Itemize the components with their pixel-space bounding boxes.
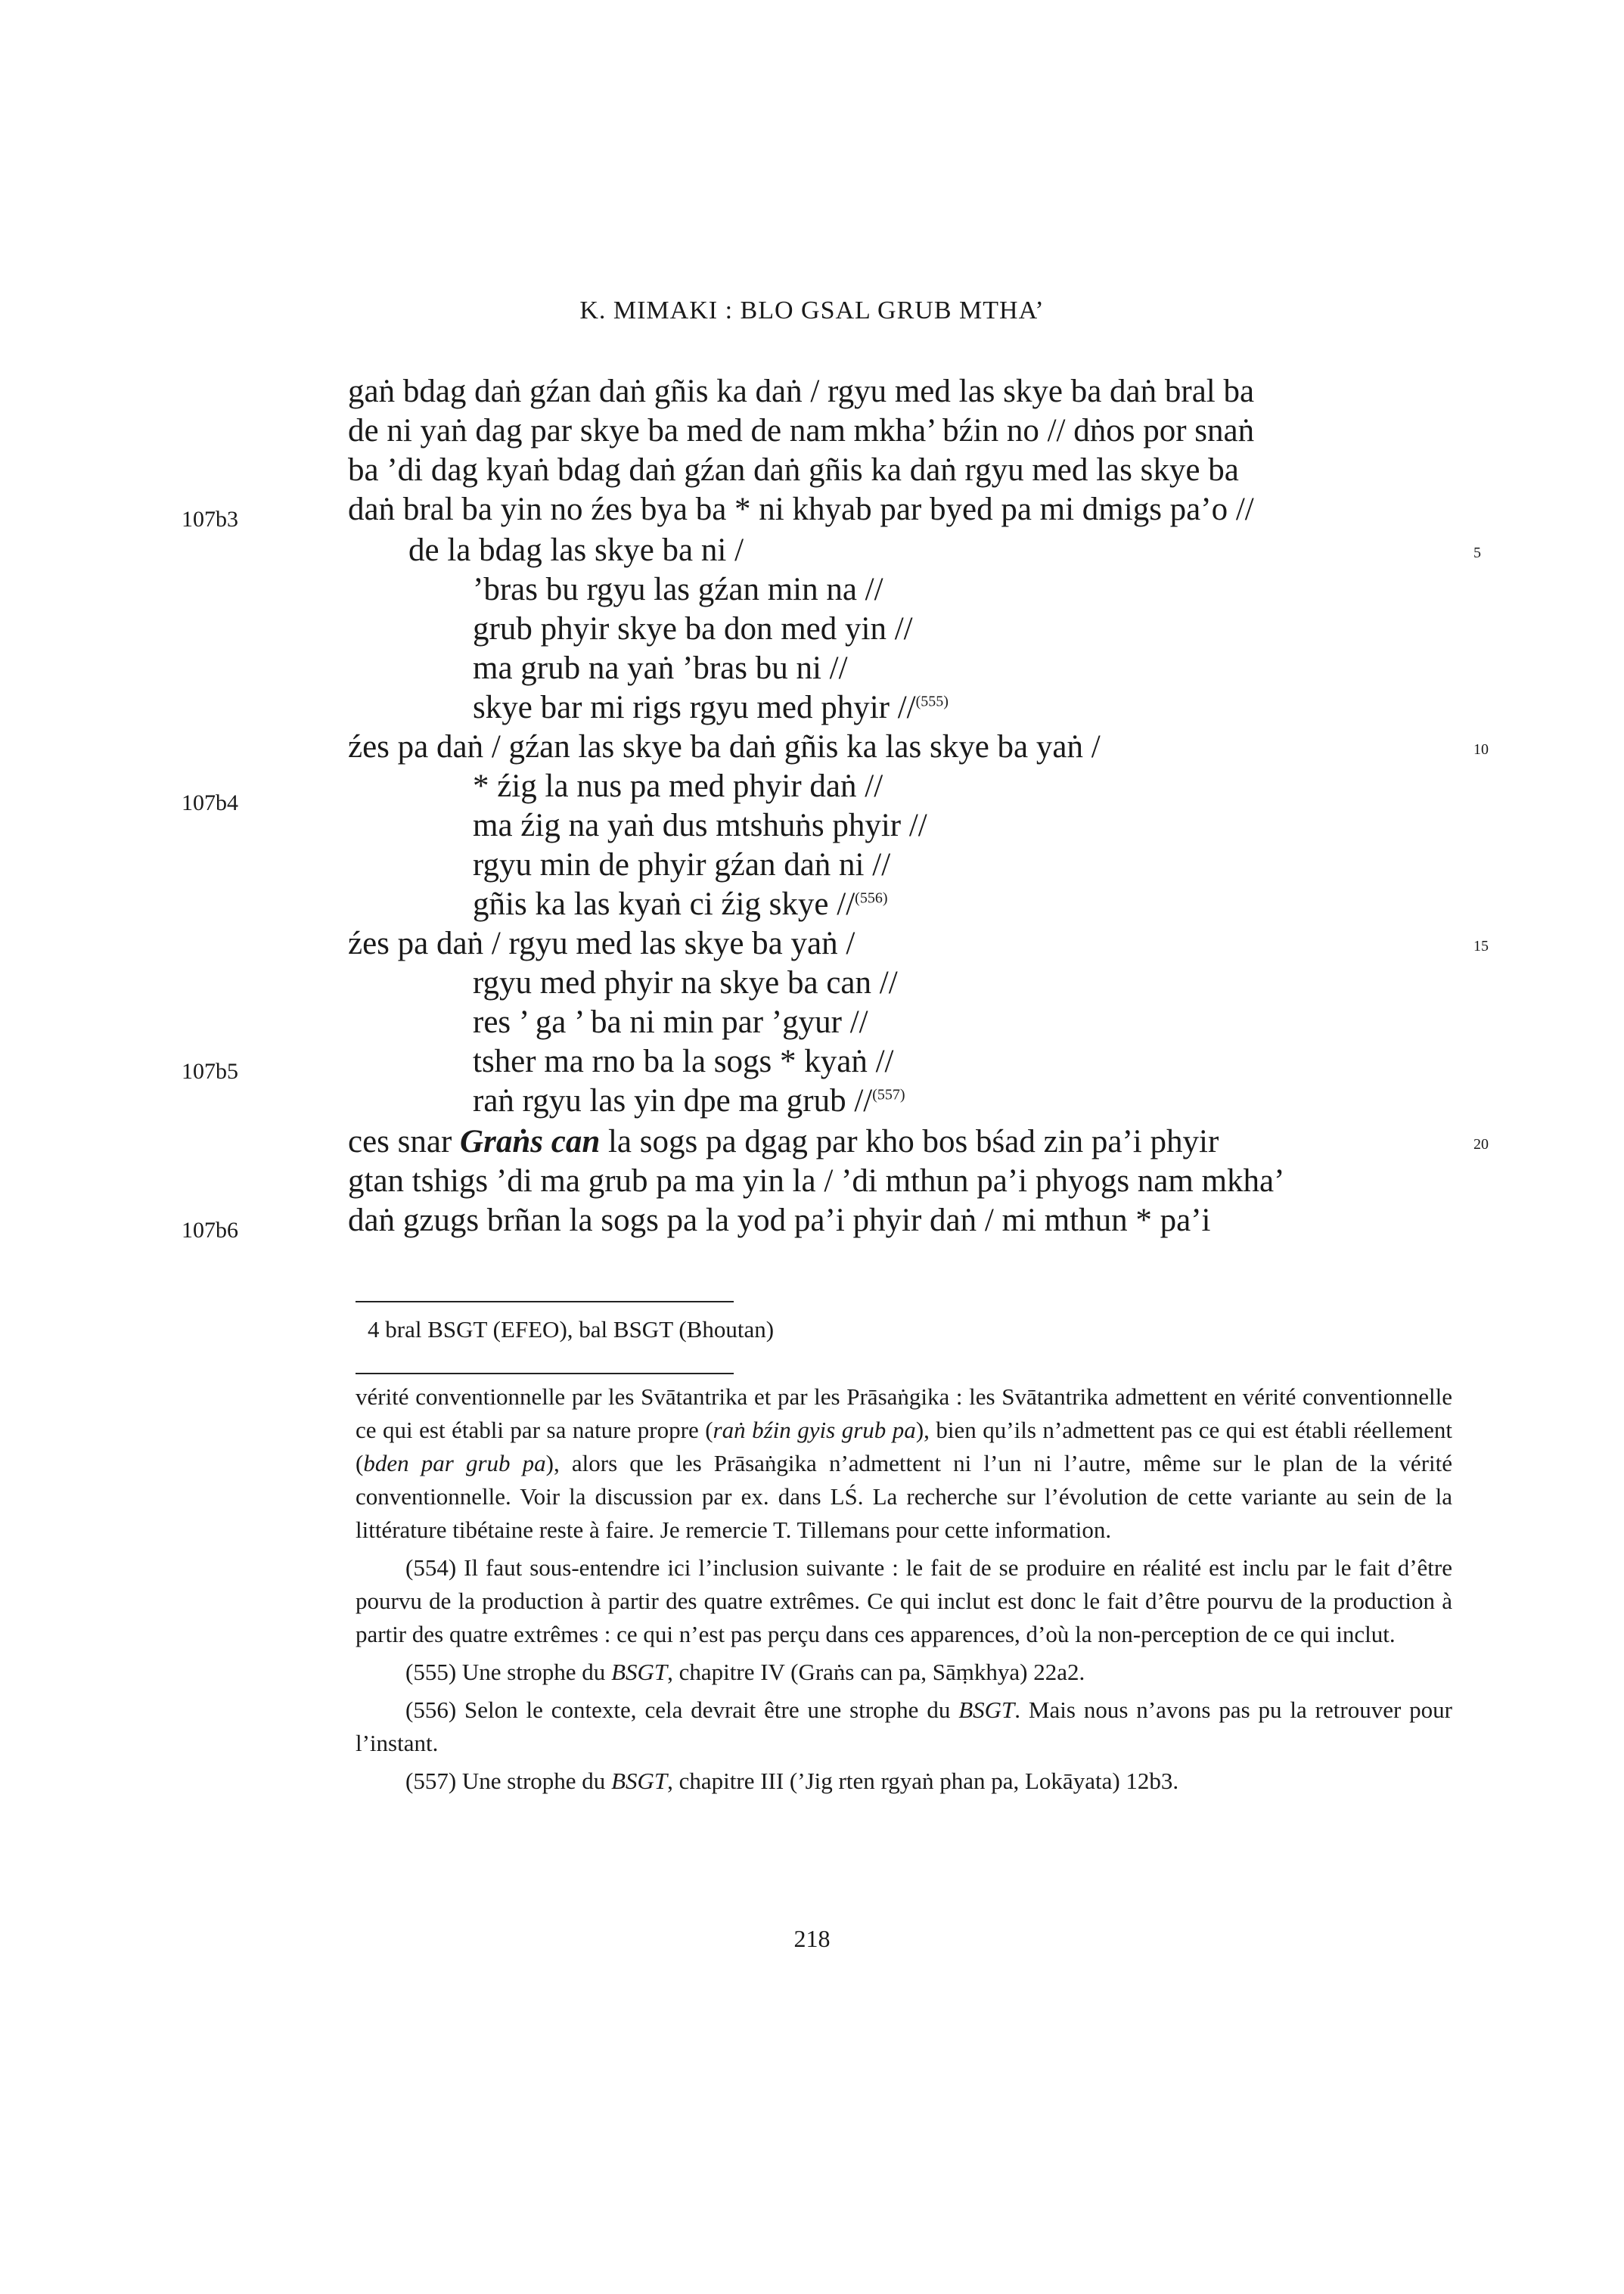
fn556-title: BSGT	[958, 1696, 1015, 1723]
verse-line-3: ma grub na yaṅ ’bras bu ni //	[473, 650, 848, 686]
line-number-10: 10	[1473, 741, 1489, 758]
footnote-557	[356, 1765, 1452, 1798]
fn557-title: BSGT	[611, 1768, 668, 1794]
text-line-20-b: la sogs pa dgag par kho bos bśad zin pa’i phyir	[607, 1124, 1219, 1159]
fn555-a: (555) Une strophe du	[405, 1659, 612, 1685]
footnote-continuation	[356, 1380, 1452, 1547]
text-line-1: gaṅ bdag daṅ gźan daṅ gñis ka daṅ / rgyu med las skye ba daṅ bral ba	[348, 374, 1255, 409]
footnote-ref-555: (555)	[915, 693, 949, 710]
margin-ref-107b3: 107b3	[182, 507, 238, 532]
text-line-15: źes pa daṅ / rgyu med las skye ba yaṅ /	[348, 926, 855, 961]
apparatus-rule	[356, 1301, 734, 1302]
verse-line-9: rgyu med phyir na skye ba can //	[473, 965, 898, 1001]
verse-line-11: tsher ma rno ba la sogs * kyaṅ //	[473, 1044, 894, 1079]
text-line-20-a: ces snar	[348, 1124, 452, 1159]
verse-line-12-text: raṅ rgyu las yin dpe ma grub //	[473, 1083, 873, 1119]
footnote-ref-557: (557)	[872, 1086, 905, 1104]
text-line-3: ba ’di dag kyaṅ bdag daṅ gźan daṅ gñis ka daṅ rgyu med las skye ba	[348, 452, 1239, 488]
verse-line-8-text: gñis ka las kyaṅ ci źig skye //	[473, 886, 855, 922]
fn-cont-text-3: ), alors que les Prāsaṅgika n’admettent ni l’un ni l’autre, même sur le plan de la vérité conventionnelle. Voir la discussion par ex. dans LŚ. La recherche sur l’évolution de cette variante au sein de la littérature tibétaine reste à faire. Je remercie T. Tillemans pour cette information.	[356, 1450, 1453, 1543]
fn556-a: (556) Selon le contexte, cela devrait être une strophe du	[405, 1696, 959, 1723]
text-line-5: de la bdag las skye ba ni /	[408, 532, 744, 568]
verse-line-10: res ’ ga ’ ba ni min par ’gyur //	[473, 1004, 868, 1040]
text-line-20	[348, 1122, 1219, 1162]
verse-line-4	[473, 688, 949, 728]
text-line-10: źes pa daṅ / gźan las skye ba daṅ gñis ka las skye ba yaṅ /	[348, 729, 1101, 765]
fn555-title: BSGT	[611, 1659, 668, 1685]
running-header: K. MIMAKI : BLO GSAL GRUB MTHA’	[579, 296, 1045, 324]
margin-ref-107b4: 107b4	[182, 790, 238, 815]
page-number: 218	[793, 1925, 831, 1952]
fn-cont-italic-2: bden par grub pa	[363, 1450, 546, 1476]
line-number-15: 15	[1473, 938, 1489, 955]
margin-ref-107b5: 107b5	[182, 1059, 238, 1084]
fn557-a: (557) Une strophe du	[405, 1768, 612, 1794]
fn-cont-italic-1: raṅ bźin gyis grub pa	[713, 1417, 916, 1443]
verse-line-6: ma źig na yaṅ dus mtshuṅs phyir //	[473, 808, 927, 843]
line-number-5: 5	[1473, 545, 1481, 561]
footnotes	[356, 1380, 1452, 1798]
margin-ref-107b6: 107b6	[182, 1218, 238, 1243]
footnote-556	[356, 1693, 1452, 1760]
verse-line-7: rgyu min de phyir gźan daṅ ni //	[473, 847, 891, 883]
text-line-4: daṅ bral ba yin no źes bya ba * ni khyab par byed pa mi dmigs pa’o //	[348, 492, 1254, 527]
verse-line-8	[473, 885, 887, 924]
verse-line-2: grub phyir skye ba don med yin //	[473, 611, 913, 647]
fn557-b: , chapitre III (’Jig rten rgyaṅ phan pa, Lokāyata) 12b3.	[667, 1768, 1179, 1794]
fn555-b: , chapitre IV (Graṅs can pa, Sāṃkhya) 22a2.	[667, 1659, 1085, 1685]
footnote-rule	[356, 1373, 734, 1374]
verse-line-5: * źig la nus pa med phyir daṅ //	[473, 768, 883, 804]
critical-apparatus: 4 bral BSGT (EFEO), bal BSGT (Bhoutan)	[368, 1316, 775, 1343]
footnote-ref-556: (556)	[855, 889, 888, 907]
verse-line-12	[473, 1082, 905, 1121]
fn-cont-text-2: ), bien qu’ils n’admettent pas ce qui est établi réellement (	[356, 1417, 1453, 1476]
text-line-2: de ni yaṅ dag par skye ba med de nam mkha’ bźin no // dṅos por snaṅ	[348, 413, 1255, 449]
text-line-20-emph: Graṅs can	[460, 1124, 601, 1159]
verse-line-4-text: skye bar mi rigs rgyu med phyir //	[473, 690, 916, 725]
text-line-21: gtan tshigs ’di ma grub pa ma yin la / ’di mthun pa’i phyogs nam mkha’	[348, 1163, 1285, 1199]
footnote-554: (554) Il faut sous-entendre ici l’inclusion suivante : le fait de se produire en réalité est inclu par le fait d’être pourvu de la production à partir des quatre extrêmes. Ce qui inclut est donc le fait d’être pourvu de la production à partir des quatre extrêmes : ce qui n’est pas perçu dans ces apparences, d’où la non-perception de ce qui inclut.	[356, 1554, 1452, 1647]
footnote-555	[356, 1656, 1452, 1689]
fn-cont-text-1: vérité conventionnelle par les Svātantrika et par les Prāsaṅgika : les Svātantrika admettent en vérité conventionnelle ce qui est établi par sa nature propre (	[356, 1383, 1452, 1443]
fn556-b: . Mais nous n’avons pas pu la retrouver pour l’instant.	[356, 1696, 1452, 1756]
text-line-22: daṅ gzugs brñan la sogs pa la yod pa’i phyir daṅ / mi mthun * pa’i	[348, 1203, 1211, 1238]
line-number-20: 20	[1473, 1136, 1489, 1153]
verse-line-1: ’bras bu rgyu las gźan min na //	[473, 572, 883, 607]
